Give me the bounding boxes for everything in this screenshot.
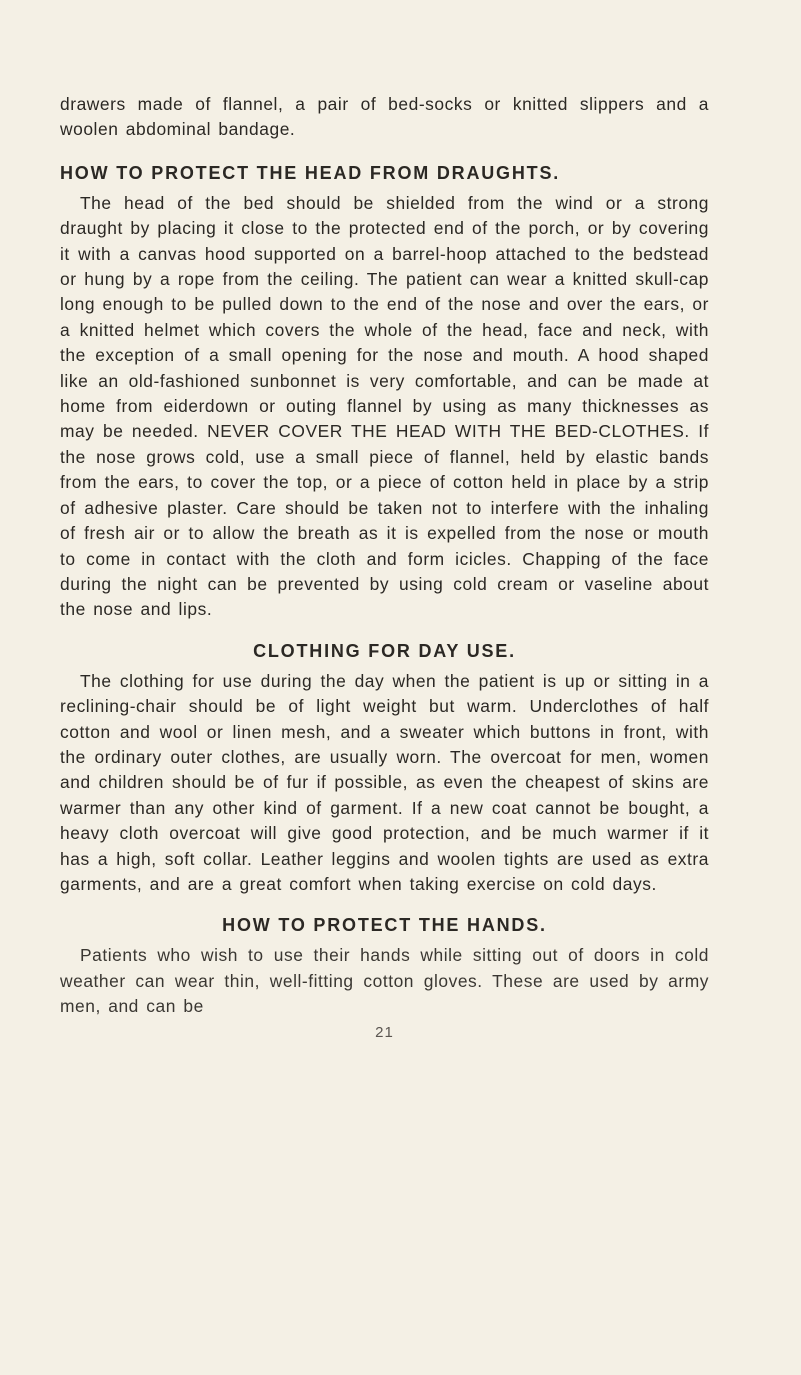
intro-paragraph: drawers made of flannel, a pair of bed-socks or knitted slippers and a woolen abdominal bandage.	[60, 94, 709, 140]
section-heading-day-clothing: CLOTHING FOR DAY USE.	[253, 640, 516, 661]
page-number: 21	[375, 1023, 394, 1041]
section-body-head-draughts: The head of the bed should be shielded from the wind or a strong draught by placing it close to the protected end of the porch, or by covering it with a canvas hood supported on a barrel-hoop attached to the bedstead or hung by a rope from the ceiling. The patient can wear a knitted skull-cap long enough to be pulled down to the end of the nose and over the ears, or a knitted helmet which covers the whole of the head, face and neck, with the exception of a small opening for the nose and mouth. A hood shaped like an old-fashioned sunbonnet is very comfortable, and can be made at home from eiderdown or outing flannel by using as many thicknesses as may be needed. NEVER COVER THE HEAD WITH THE BED-CLOTHES. If the nose grows cold, use a small piece of flannel, held by elastic bands from the ears, to cover the top, or a piece of cotton held in place by a strip of adhesive plaster. Care should be taken not to interfere with the inhaling of fresh air or to allow the breath as it is expelled from the nose or mouth to come in contact with the cloth and form icicles. Chapping of the face during the night can be prevented by using cold cream or vaseline about the nose and lips.	[60, 192, 709, 620]
section-heading-head-draughts: HOW TO PROTECT THE HEAD FROM DRAUGHTS.	[60, 162, 561, 183]
section-body-day-clothing: The clothing for use during the day when the patient is up or sitting in a reclining-chair should be of light weight but warm. Underclothes of half cotton and wool or linen mesh, and a sweater which buttons in front, with the ordinary outer clothes, are usually worn. The overcoat for men, women and children should be of fur if possible, as even the cheapest of skins are warmer than any other kind of garment. If a new coat cannot be bought, a heavy cloth overcoat will give good protection, and be much warmer if it has a high, soft collar. Leather leggins and woolen tights are used as extra garments, and are a great comfort when taking exercise on cold days.	[60, 670, 709, 894]
section-heading-protect-hands: HOW TO PROTECT THE HANDS.	[222, 915, 547, 936]
section-body-protect-hands: Patients who wish to use their hands while sitting out of doors in cold weather can wear thin, well-fitting cotton gloves. These are used by army men, and can be	[60, 945, 709, 1017]
